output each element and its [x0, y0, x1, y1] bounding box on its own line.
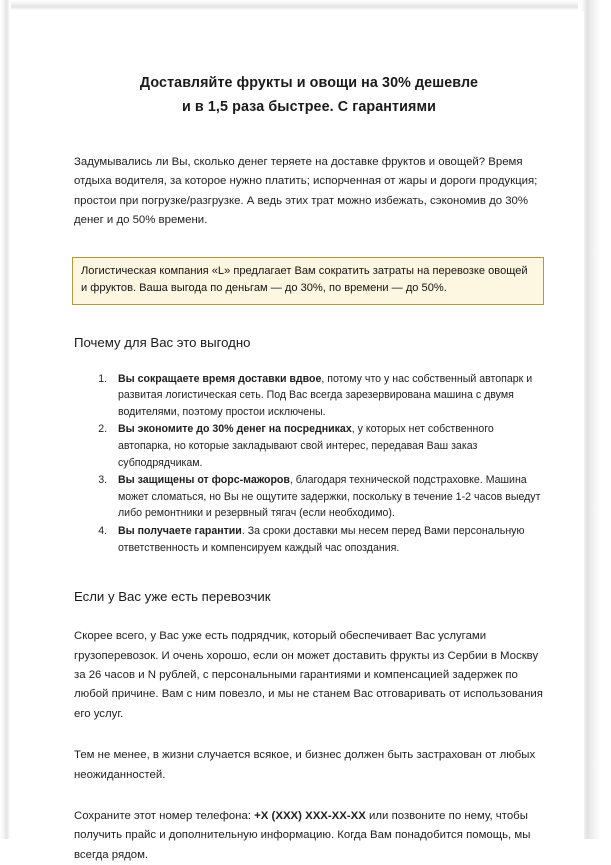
document-title-line-2: и в 1,5 раза быстрее. С гарантиями — [181, 99, 437, 115]
list-item — [110, 472, 544, 522]
spacer — [74, 557, 544, 587]
benefit-rest: . За сроки доставки мы несем перед Вами персональную ответственность и компенсируем каждый час опоздания. — [118, 524, 525, 554]
document-page — [12, 11, 584, 861]
list-item — [110, 523, 544, 556]
callout-text: Логистическая компания «L» предлагает Вам сократить затраты на перевозке овощей и фруктов. Ваша выгода по деньгам — до 30%, по времени — до 50%. — [81, 264, 528, 295]
spacer — [74, 785, 544, 807]
spacer — [74, 305, 544, 333]
spacer — [74, 119, 544, 153]
phone-number: +X (XXX) XXX-XX-XX — [254, 810, 366, 822]
document-content — [74, 71, 544, 865]
page-edge-left — [0, 0, 11, 839]
benefit-lead: Вы сокращаете время доставки вдвое — [118, 372, 322, 385]
intro-paragraph: Задумывались ли Вы, сколько денег теряете на доставке фруктов и овощей? Время отдыха водителя, за которое нужно платить; испорченная от жары и дороги продукция; простои при погрузке/разгрузке. А ведь этих трат можно избежать, сэкономив до 30% денег и до 50% времени. — [74, 156, 538, 227]
benefit-rest: , у которых нет собственного автопарка, но которые закладывают свой интерес, передавая Ваш заказ субподрядчикам. — [118, 423, 494, 469]
benefit-lead: Вы экономите до 30% денег на посредниках — [118, 423, 352, 436]
benefits-list — [74, 371, 544, 557]
spacer — [74, 724, 544, 746]
list-item — [110, 371, 544, 421]
spacer — [74, 353, 544, 371]
benefit-rest: , потому что у нас собственный автопарк и развитая логистическая сеть. Под Вас всегда зарезервирована машина с двумя водителями, поэтому простои исключены. — [118, 372, 533, 418]
benefit-lead: Вы получаете гарантии — [118, 524, 242, 537]
list-item — [110, 421, 544, 471]
highlight-callout-box — [72, 257, 544, 305]
spacer — [74, 231, 544, 257]
document-title — [74, 71, 544, 119]
benefit-lead: Вы защищены от форс-мажоров — [118, 474, 290, 487]
closing-paragraph — [74, 807, 544, 865]
document-title-line-1: Доставляйте фрукты и овощи на 30% дешевле — [139, 75, 479, 91]
section-heading-benefits: Почему для Вас это выгодно — [74, 334, 251, 350]
carrier-paragraph-2: Тем не менее, в жизни случается всякое, и бизнес должен быть застрахован от любых неожиданностей. — [74, 749, 536, 781]
closing-after-phone: или позвоните по нему, чтобы получить прайс и дополнительную информацию. Когда Вам понадобится помощь, мы всегда рядом. — [74, 810, 531, 861]
benefit-rest: , благодаря технической подстраховке. Машина может сломаться, но Вы не ощутите задержки, поскольку в течение 1-2 часов выедут либо ремонтники и резервный тягач (если необходимо). — [118, 474, 541, 520]
closing-before-phone: Сохраните этот номер телефона: — [74, 810, 255, 822]
carrier-paragraph-1: Скорее всего, у Вас уже есть подрядчик, который обеспечивает Вас услугами грузоперевозок. И очень хорошо, если он может доставить фрукты из Сербии в Москву за 26 часов и N рублей, с персональными гарантиями и компенсацией задержек по любой причине. Вам с ним повезло, и мы не станем Вас отговаривать от использования его услуг. — [74, 630, 543, 720]
spacer — [74, 607, 544, 627]
section-heading-carrier: Если у Вас уже есть перевозчик — [74, 589, 271, 605]
